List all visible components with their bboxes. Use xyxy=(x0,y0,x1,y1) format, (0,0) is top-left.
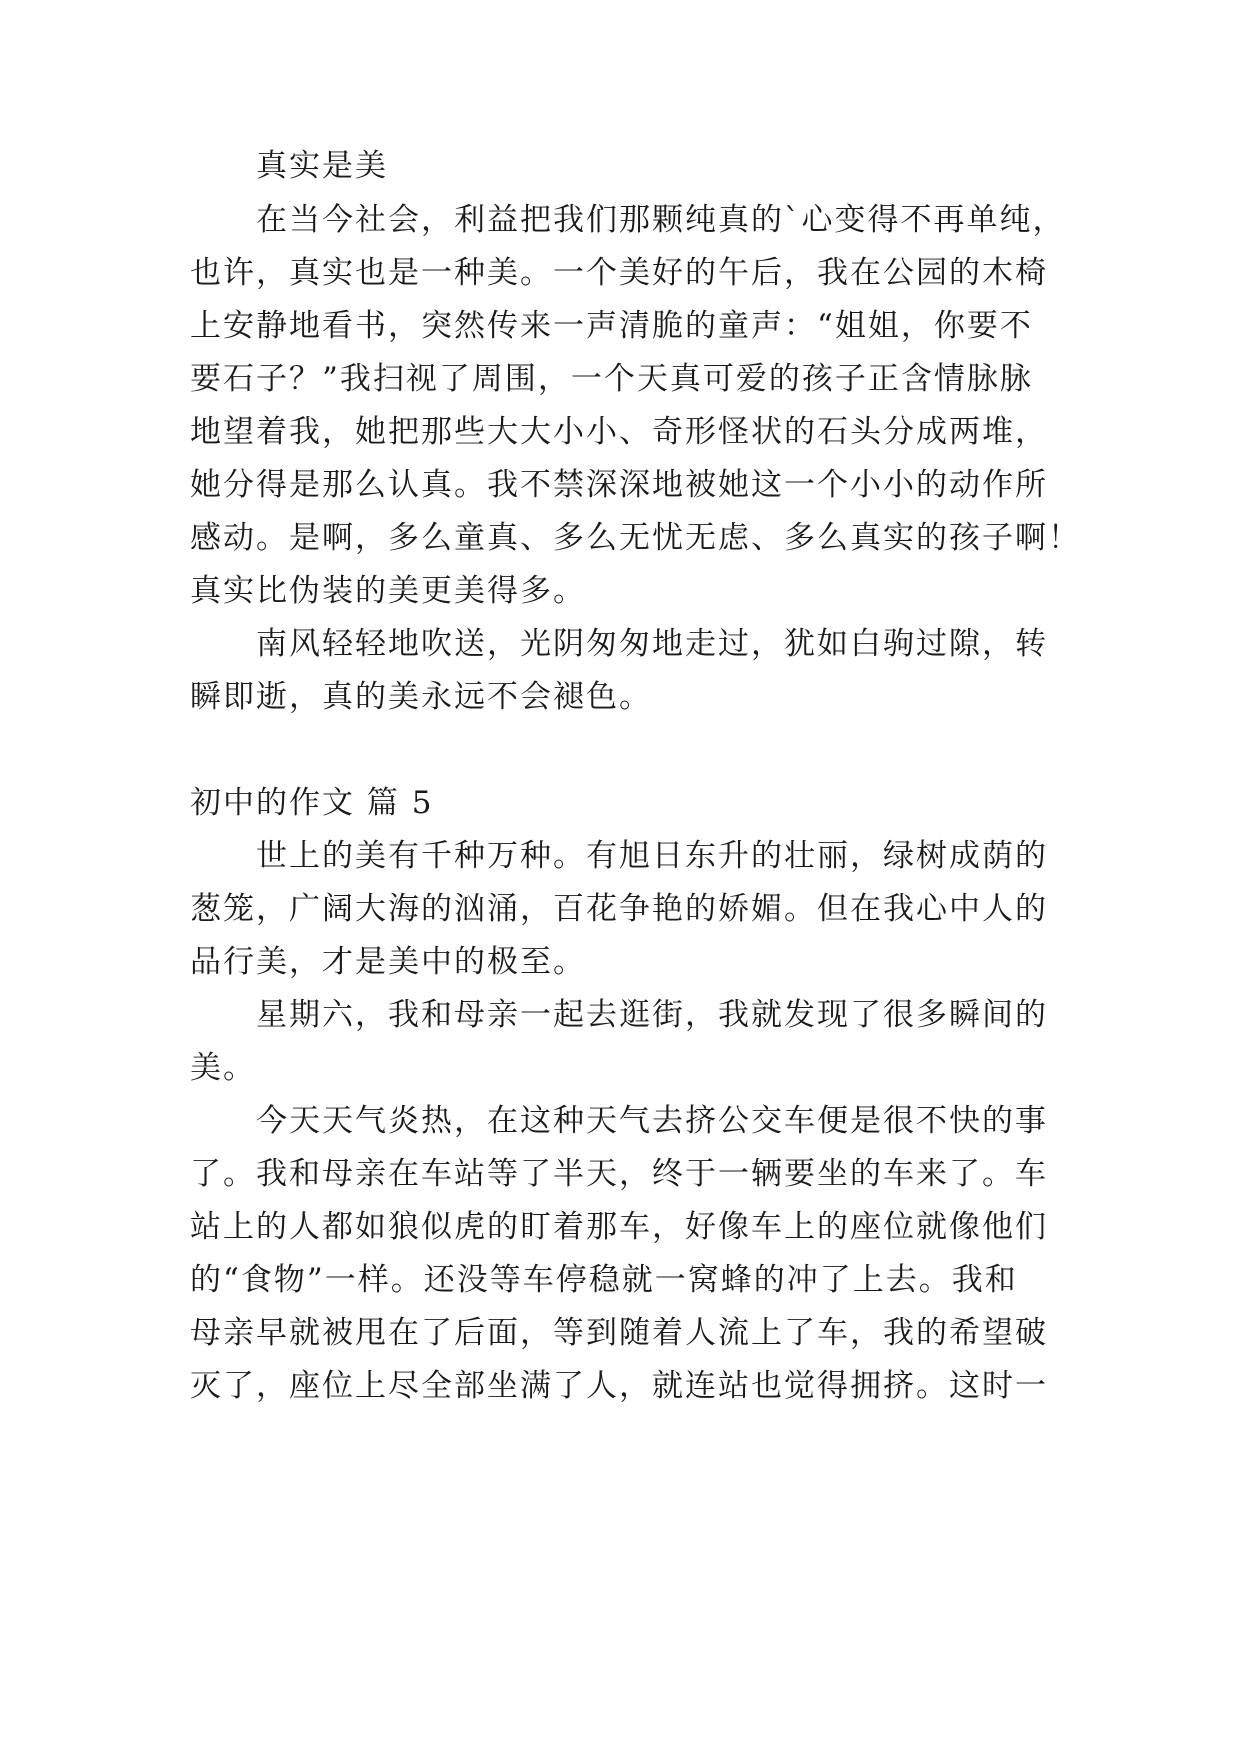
paragraph-line: 母亲早就被甩在了后面，等到随着人流上了车，我的希望破 xyxy=(190,1315,1048,1351)
section-title: 真实是美 xyxy=(256,148,388,184)
paragraph-line: 今天天气炎热，在这种天气去挤公交车便是很不快的事 xyxy=(256,1103,1048,1139)
paragraph-line: 上安静地看书，突然传来一声清脆的童声：“姐姐，你要不 xyxy=(190,308,1033,344)
paragraph-line: 的“食物”一样。还没等车停稳就一窝蜂的冲了上去。我和 xyxy=(190,1262,1018,1298)
paragraph-line: 美。 xyxy=(190,1050,256,1086)
paragraph-line: 站上的人都如狼似虎的盯着那车，好像车上的座位就像他们 xyxy=(190,1209,1048,1245)
paragraph-line: 也许，真实也是一种美。一个美好的午后，我在公园的木椅 xyxy=(190,255,1048,291)
paragraph-line: 真实比伪装的美更美得多。 xyxy=(190,573,586,609)
paragraph-line: 在当今社会，利益把我们那颗纯真的`心变得不再单纯， xyxy=(256,202,1066,238)
paragraph-line: 要石子？”我扫视了周围，一个天真可爱的孩子正含情脉脉 xyxy=(190,361,1033,397)
paragraph-line: 了。我和母亲在车站等了半天，终于一辆要坐的车来了。车 xyxy=(190,1156,1048,1192)
paragraph-line: 灭了，座位上尽全部坐满了人，就连站也觉得拥挤。这时一 xyxy=(190,1368,1048,1404)
paragraph-line: 世上的美有千种万种。有旭日东升的壮丽，绿树成荫的 xyxy=(256,838,1048,874)
paragraph-line: 她分得是那么认真。我不禁深深地被她这一个小小的动作所 xyxy=(190,467,1048,503)
paragraph-line: 品行美，才是美中的极至。 xyxy=(190,944,586,980)
essay-heading: 初中的作文 篇 5 xyxy=(190,785,434,821)
paragraph-line: 瞬即逝，真的美永远不会褪色。 xyxy=(190,679,652,715)
paragraph-line: 感动。是啊，多么童真、多么无忧无虑、多么真实的孩子啊！ xyxy=(190,520,1081,556)
paragraph-line: 葱笼，广阔大海的汹涌，百花争艳的娇媚。但在我心中人的 xyxy=(190,891,1048,927)
paragraph-line: 星期六，我和母亲一起去逛街，我就发现了很多瞬间的 xyxy=(256,997,1048,1033)
paragraph-line: 南风轻轻地吹送，光阴匆匆地走过，犹如白驹过隙，转 xyxy=(256,626,1048,662)
paragraph-line: 地望着我，她把那些大大小小、奇形怪状的石头分成两堆， xyxy=(190,414,1048,450)
